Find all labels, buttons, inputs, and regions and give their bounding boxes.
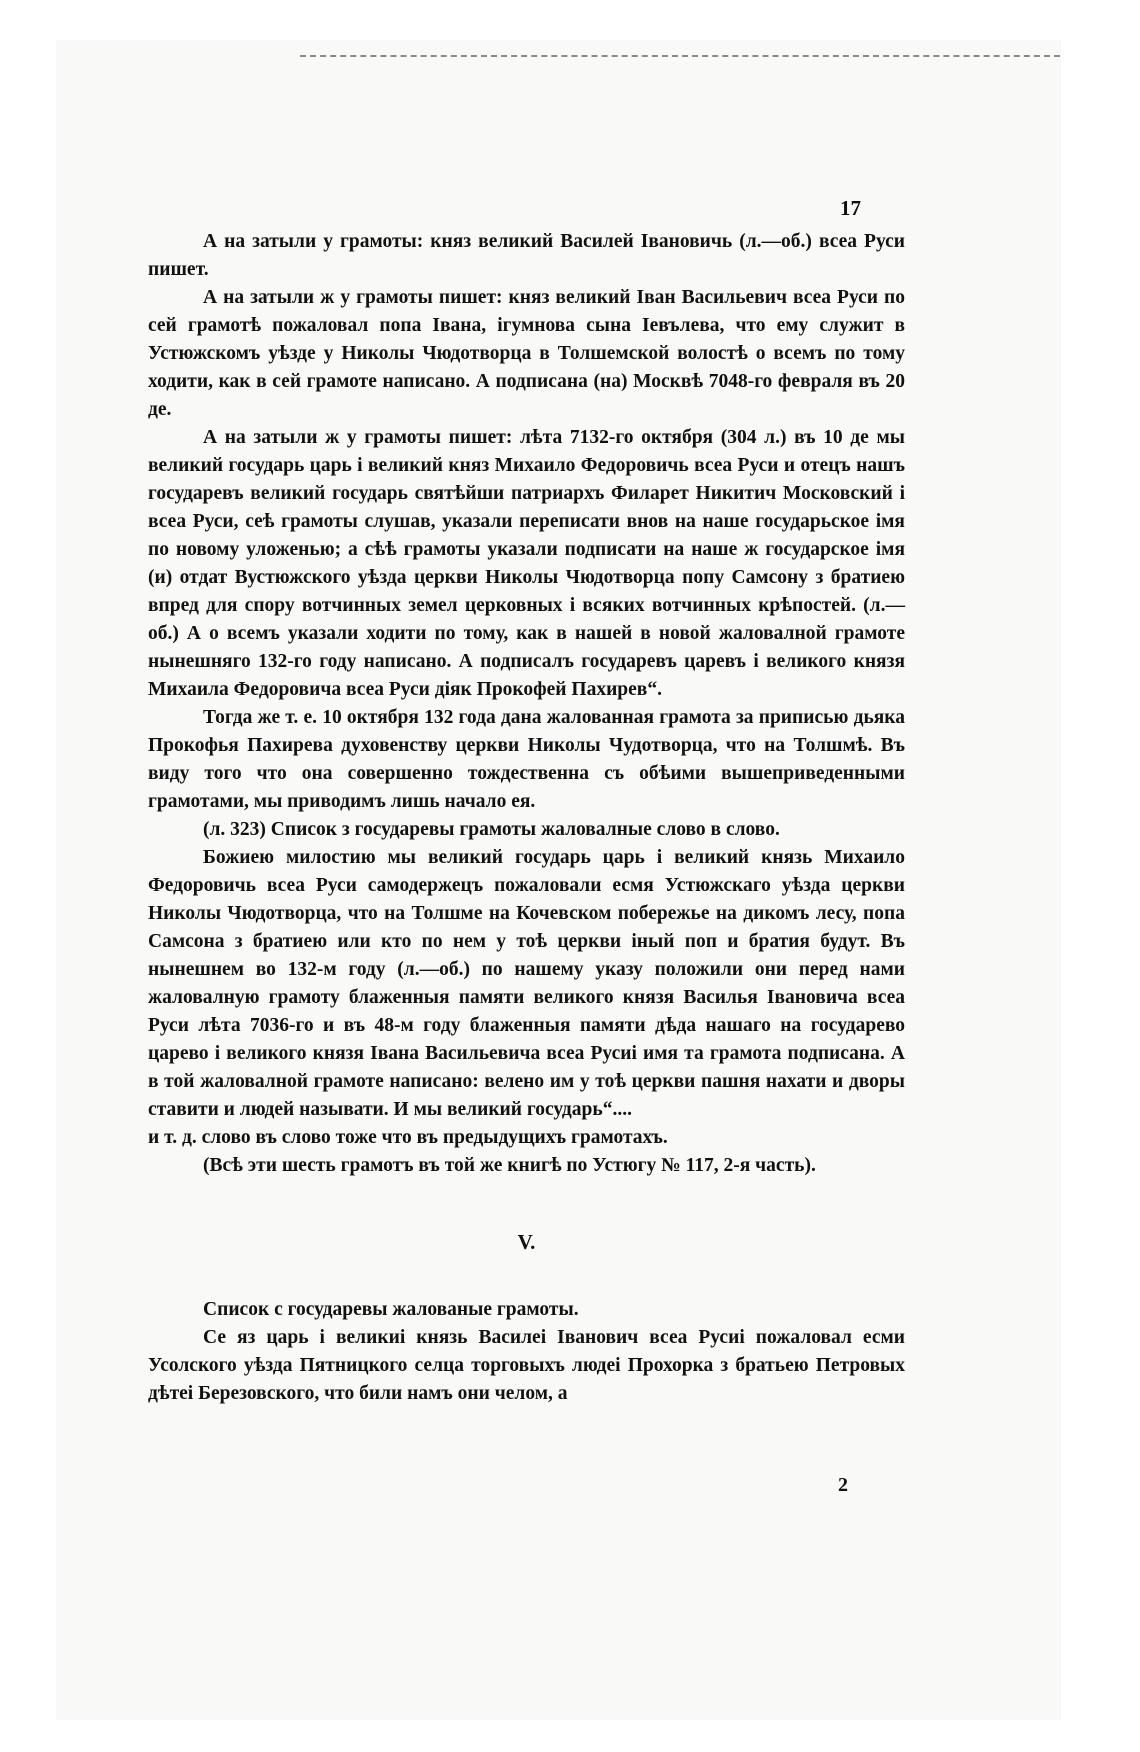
section-heading: V. (517, 1230, 536, 1254)
paragraph: А на затыли ж у грамоты пишет: княз великий Іван Васильевич всеа Руси по сей грамотѣ пожаловал попа Івана, ігумнова сына Іевълева, что ему служит в Устюжскомъ уѣзде у Николы Чюдотворца в Толшемской волостѣ о всемъ по тому ходити, как в сей грамоте написано. А подписана (на) Москвѣ 7048-го февраля въ 20 де. (148, 287, 905, 420)
paragraph: (л. 323) Список з государевы грамоты жаловалные слово в слово. (203, 819, 780, 840)
paragraph-continuation: и т. д. слово въ слово тоже что въ предыдущихъ грамотахъ. (148, 1127, 668, 1148)
paragraph: А на затыли у грамоты: княз великий Василей Івановичь (л.—об.) всеа Руси пишет. (148, 231, 905, 280)
page-body (148, 228, 905, 1408)
paragraph: Божиею милостию мы великий государь царь і великий князь Михаило Федоровичь всеа Руси самодержецъ пожаловали есмя Устюжскаго уѣзда церкви Николы Чюдотворца, что на Толшме на Кочевском побережье на дикомъ лесу, попа Самсона з братиею или кто по нем у тоѣ церкви іный поп и братия будут. Въ нынешнем во 132-м году (л.—об.) по нашему указу положили они перед нами жаловалную грамоту блаженныя памяти великого князя Василья Івановича всеа Руси лѣта 7036-го и въ 48-м году блаженныя памяти дѣда нашаго на государево царево і великого князя Івана Васильевича всеа Русиі имя та грамота подписана. А в той жаловалной грамоте написано: велено им у тоѣ церкви пашня нахати и дворы ставити и людей называти. И мы великий государь“.... (148, 847, 905, 1120)
paragraph: Се яз царь і великиі князь Василеі Іванович всеа Русиі пожаловал есми Усолского уѣзда Пятницкого селца торговыхъ людеі Прохорка з братьею Петровых дѣтеі Березовского, что били намъ они челом, а (148, 1327, 905, 1404)
paragraph: А на затыли ж у грамоты пишет: лѣта 7132-го октября (304 л.) въ 10 де мы великий государь царь і великий княз Михаило Федоровичь всеа Руси и отецъ нашъ государевъ великий государь святѣйши патриархъ Филарет Никитич Московский і всеа Руси, сеѣ грамоты слушав, указали переписати внов на наше государьское імя по новому уложенью; а сѣѣ грамоты указали подписати на наше ж государское імя (и) отдат Вустюжского уѣзда церкви Николы Чюдотворца попу Самсону з братиею впред для спору вотчинных земел церковных і всяких вотчинных крѣпостей. (л.—об.) А о всемъ указали ходити по тому, как в нашей в новой жаловалной грамоте нынешняго 132-го году написано. А подписалъ государевъ царевъ і великого князя Михаила Федоровича всеа Руси діяк Прокофей Пахирев“. (148, 427, 905, 700)
page-number: 17 (840, 196, 861, 220)
top-edge-rule (300, 55, 1060, 57)
paragraph: Список с государевы жалованые грамоты. (203, 1299, 579, 1320)
paragraph: Тогда же т. е. 10 октября 132 года дана жалованная грамота за приписью дьяка Прокофья Пахирева духовенству церкви Николы Чудотворца, что на Толшмѣ. Въ виду того что она совершенно тождественна съ обѣими вышеприведенными грамотами, мы приводимъ лишь начало ея. (148, 707, 905, 812)
paragraph: (Всѣ эти шесть грамотъ въ той же книгѣ по Устюгу № 117, 2-я часть). (203, 1155, 816, 1176)
signature-mark: 2 (838, 1474, 848, 1496)
